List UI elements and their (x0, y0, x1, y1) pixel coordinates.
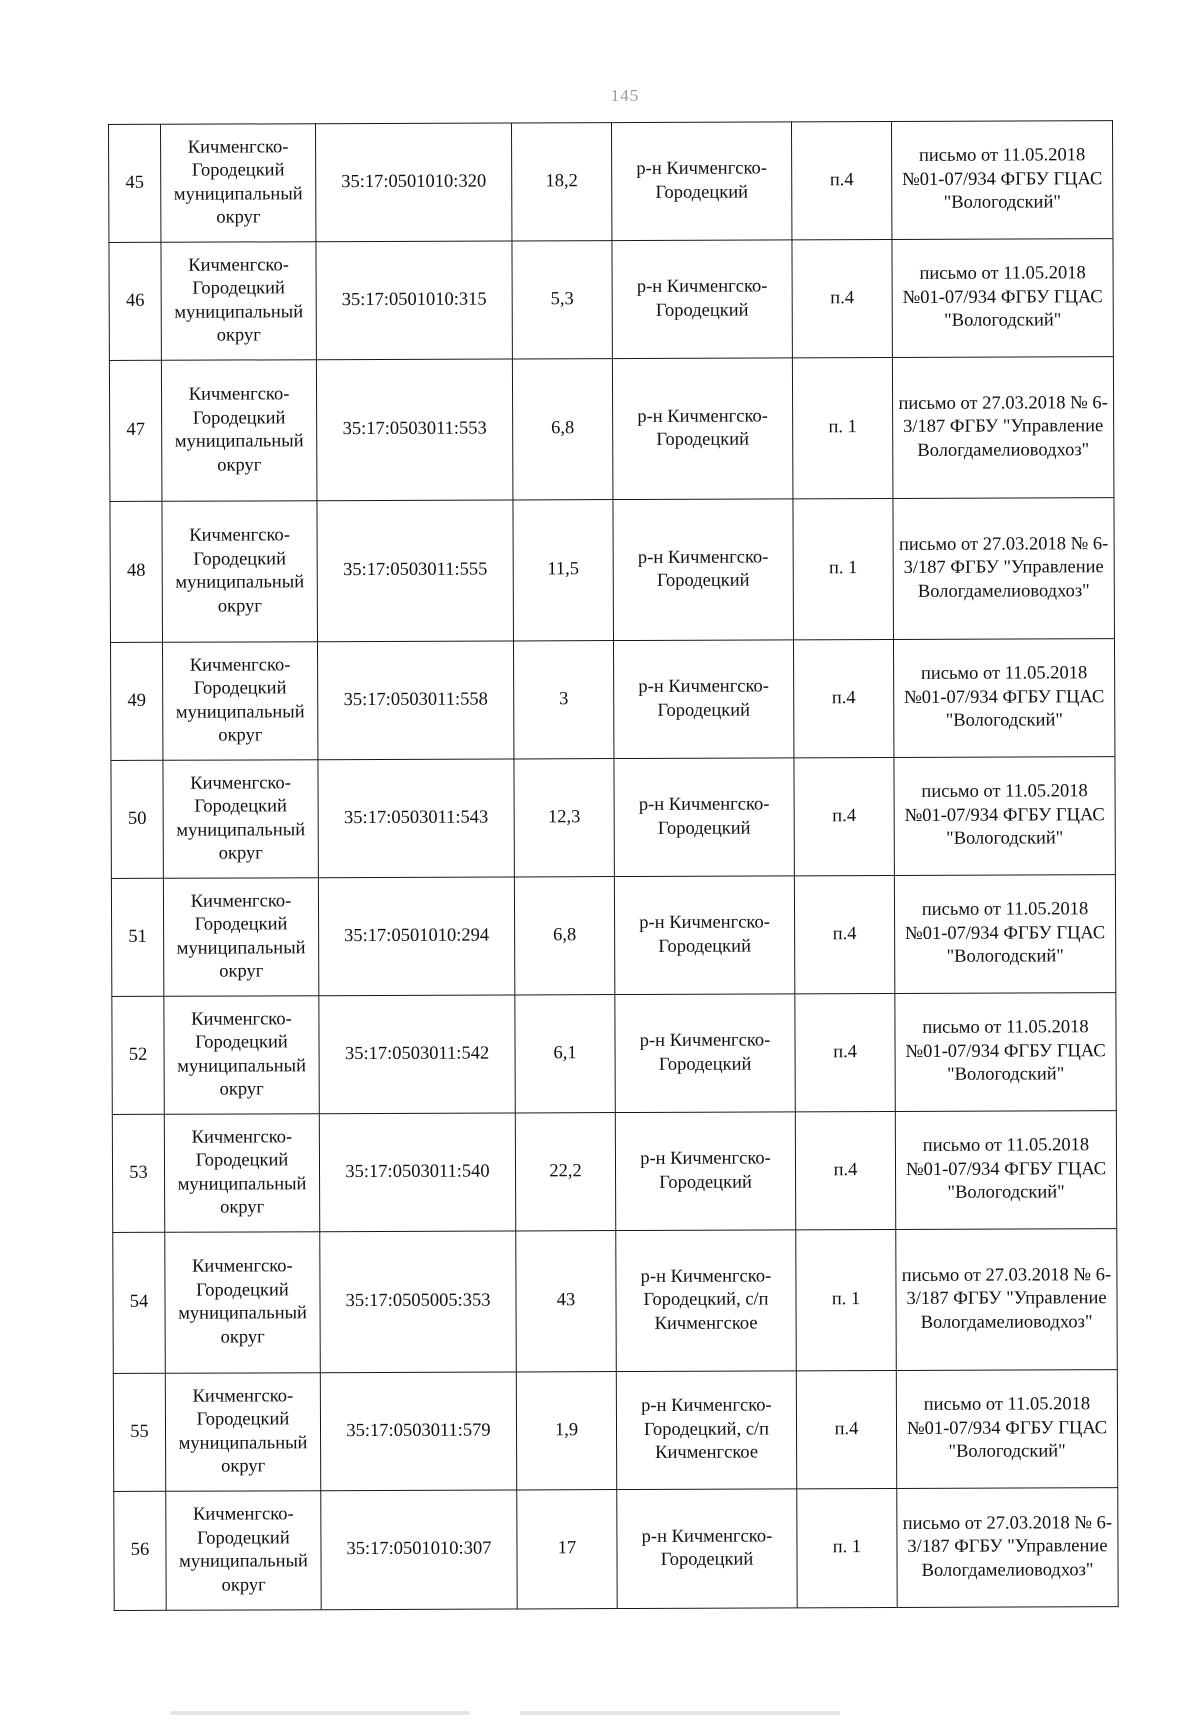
clause-cell: п.4 (795, 1111, 895, 1229)
table-row (109, 121, 1113, 243)
cadastral-number-cell: 35:17:0503011:553 (316, 359, 513, 501)
basis-document-cell: письмо от 11.05.2018 №01-07/934 ФГБУ ГЦАС "Вологодский" (895, 1111, 1116, 1230)
location-cell: р-н Кичменгско-Городецкий (614, 758, 794, 877)
area-cell: 22,2 (515, 1113, 615, 1231)
basis-document-cell: письмо от 11.05.2018 №01-07/934 ФГБУ ГЦАС "Вологодский" (892, 239, 1113, 358)
table-row (111, 757, 1115, 879)
basis-document-cell: письмо от 11.05.2018 №01-07/934 ФГБУ ГЦАС "Вологодский" (895, 993, 1116, 1112)
basis-document-cell: письмо от 27.03.2018 № 6-3/187 ФГБУ "Управление Вологдамелиоводхоз" (893, 498, 1115, 640)
cadastral-number-cell: 35:17:0503011:579 (320, 1372, 516, 1491)
row-number: 53 (112, 1114, 164, 1232)
table-row (113, 1229, 1118, 1374)
location-cell: р-н Кичменгско-Городецкий (612, 240, 792, 359)
row-number: 54 (113, 1232, 166, 1373)
area-cell: 3 (513, 641, 613, 759)
row-number: 46 (109, 242, 161, 360)
cadastral-number-cell: 35:17:0505005:353 (320, 1231, 517, 1373)
clause-cell: п. 1 (793, 498, 894, 639)
municipality-cell: Кичменгско-Городецкий муниципальный округ (163, 878, 318, 997)
table-row (112, 1111, 1116, 1233)
row-number: 47 (109, 360, 162, 501)
scan-artifact (170, 1711, 470, 1715)
basis-document-cell: письмо от 11.05.2018 №01-07/934 ФГБУ ГЦАС "Вологодский" (894, 757, 1115, 876)
table-row (114, 1488, 1118, 1611)
row-number: 50 (111, 760, 163, 878)
clause-cell: п.4 (792, 239, 892, 357)
clause-cell: п. 1 (796, 1229, 897, 1370)
location-cell: р-н Кичменгско-Городецкий (615, 1112, 795, 1231)
area-cell: 17 (517, 1490, 617, 1609)
basis-document-cell: письмо от 11.05.2018 №01-07/934 ФГБУ ГЦАС "Вологодский" (891, 121, 1112, 240)
cadastral-number-cell: 35:17:0503011:558 (317, 641, 513, 760)
row-number: 56 (114, 1491, 166, 1610)
table-row (109, 357, 1114, 502)
location-cell: р-н Кичменгско-Городецкий (614, 876, 794, 995)
clause-cell: п.4 (794, 757, 894, 875)
location-cell: р-н Кичменгско-Городецкий (612, 358, 793, 500)
table-row (112, 993, 1116, 1115)
municipality-cell: Кичменгско-Городецкий муниципальный округ (166, 1491, 321, 1611)
municipality-cell: Кичменгско-Городецкий муниципальный округ (161, 360, 317, 502)
location-cell: р-н Кичменгско-Городецкий, с/п Кичменгское (616, 1230, 797, 1372)
basis-document-cell: письмо от 11.05.2018 №01-07/934 ФГБУ ГЦАС "Вологодский" (896, 1370, 1117, 1489)
table-row (109, 239, 1113, 361)
table-row (110, 639, 1114, 761)
municipality-cell: Кичменгско-Городецкий муниципальный округ (162, 501, 318, 643)
clause-cell: п.4 (796, 1370, 896, 1488)
area-cell: 1,9 (516, 1372, 616, 1490)
municipality-cell: Кичменгско-Городецкий муниципальный округ (161, 242, 316, 361)
municipality-cell: Кичменгско-Городецкий муниципальный округ (164, 996, 319, 1115)
basis-document-cell: письмо от 11.05.2018 №01-07/934 ФГБУ ГЦАС "Вологодский" (893, 639, 1114, 758)
location-cell: р-н Кичменгско-Городецкий (615, 994, 795, 1113)
area-cell: 43 (516, 1231, 617, 1372)
area-cell: 12,3 (514, 759, 614, 877)
cadastral-number-cell: 35:17:0503011:555 (317, 500, 514, 642)
municipality-cell: Кичменгско-Городецкий муниципальный округ (163, 760, 318, 879)
row-number: 49 (110, 642, 162, 760)
municipality-cell: Кичменгско-Городецкий муниципальный округ (164, 1114, 319, 1233)
municipality-cell: Кичменгско-Городецкий муниципальный округ (162, 642, 317, 761)
area-cell: 6,1 (515, 995, 615, 1113)
area-cell: 6,8 (514, 877, 614, 995)
row-number: 45 (109, 124, 161, 242)
municipality-cell: Кичменгско-Городецкий муниципальный округ (165, 1232, 321, 1374)
scan-artifact (520, 1711, 840, 1715)
clause-cell: п.4 (793, 639, 893, 757)
cadastral-number-cell: 35:17:0503011:540 (319, 1113, 515, 1232)
cadastral-number-cell: 35:17:0501010:294 (318, 877, 514, 996)
municipality-cell: Кичменгско-Городецкий муниципальный округ (165, 1373, 320, 1492)
location-cell: р-н Кичменгско-Городецкий (617, 1489, 797, 1609)
cadastral-number-cell: 35:17:0503011:542 (319, 995, 515, 1114)
row-number: 51 (111, 878, 163, 996)
area-cell: 11,5 (513, 500, 614, 641)
table-row (110, 498, 1115, 643)
table-row (111, 875, 1115, 997)
cadastral-number-cell: 35:17:0501010:320 (316, 123, 512, 242)
page-number: 145 (610, 86, 640, 105)
cadastral-number-cell: 35:17:0501010:307 (321, 1490, 517, 1610)
table-row (113, 1370, 1117, 1492)
row-number: 52 (112, 996, 164, 1114)
location-cell: р-н Кичменгско-Городецкий (613, 499, 794, 641)
cadastral-number-cell: 35:17:0503011:543 (318, 759, 514, 878)
clause-cell: п.4 (795, 993, 895, 1111)
land-plots-table (108, 120, 1119, 1611)
basis-document-cell: письмо от 27.03.2018 № 6-3/187 ФГБУ "Управление Вологдамелиоводхоз" (892, 357, 1114, 499)
cadastral-number-cell: 35:17:0501010:315 (316, 241, 512, 360)
basis-document-cell: письмо от 27.03.2018 № 6-3/187 ФГБУ "Управление Вологдамелиоводхоз" (897, 1488, 1118, 1608)
location-cell: р-н Кичменгско-Городецкий (611, 122, 791, 241)
municipality-cell: Кичменгско-Городецкий муниципальный округ (161, 124, 316, 243)
clause-cell: п. 1 (797, 1488, 897, 1607)
area-cell: 5,3 (512, 241, 612, 359)
clause-cell: п.4 (794, 875, 894, 993)
row-number: 48 (110, 501, 163, 642)
basis-document-cell: письмо от 27.03.2018 № 6-3/187 ФГБУ "Управление Вологдамелиоводхоз" (896, 1229, 1118, 1371)
basis-document-cell: письмо от 11.05.2018 №01-07/934 ФГБУ ГЦАС "Вологодский" (894, 875, 1115, 994)
clause-cell: п. 1 (792, 357, 893, 498)
area-cell: 6,8 (512, 359, 613, 500)
location-cell: р-н Кичменгско-Городецкий (613, 640, 793, 759)
location-cell: р-н Кичменгско-Городецкий, с/п Кичменгское (616, 1371, 796, 1490)
area-cell: 18,2 (511, 123, 611, 241)
row-number: 55 (113, 1373, 165, 1491)
clause-cell: п.4 (791, 121, 891, 239)
